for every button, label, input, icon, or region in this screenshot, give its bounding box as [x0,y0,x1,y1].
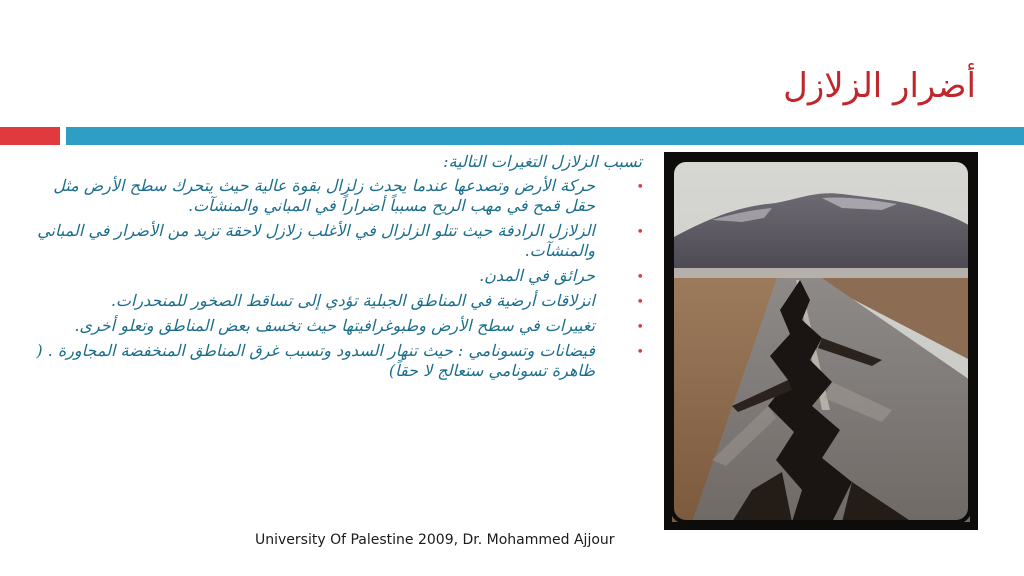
cracked-road-photo [672,160,970,522]
title-divider-red [0,127,60,145]
bullet-icon: • [636,320,644,335]
bullet-list [20,176,650,381]
bullet-icon: • [636,345,644,360]
list-item [20,341,650,381]
bullet-text: فيضانات وتسونامي : حيث تنهار السدود وتسبب غرق المناطق المنخفضة المجاورة . ( ظاهرة تسونامي ستعالج لا حقاً) [36,341,595,380]
bullet-icon: • [636,225,644,240]
slide-title: أضرار الزلازل [783,66,976,106]
list-item [20,176,650,216]
list-item [20,266,650,286]
bullet-text: حرائق في المدن. [479,266,595,285]
bullet-text: الزلازل الرادفة حيث تتلو الزلزال في الأغلب زلازل لاحقة تزيد من الأضرار في المباني والمنشآت. [37,221,595,260]
footer-credit: University Of Palestine 2009, Dr. Mohammed Ajjour [255,532,615,548]
earthquake-photo-frame [664,152,978,530]
intro-text: تسبب الزلازل التغيرات التالية: [443,152,642,171]
bullet-icon: • [636,180,644,195]
bullet-text: انزلاقات أرضية في المناطق الجبلية تؤدي إلى تساقط الصخور للمنحدرات. [110,291,595,310]
bullet-text: حركة الأرض وتصدعها عندما يحدث زلزال بقوة عالية حيث يتحرك سطح الأرض مثل حقل قمح في مهب الريح مسبباً أضراراً في المباني والمنشآت. [53,176,595,215]
list-item [20,221,650,261]
list-item [20,291,650,311]
bullet-icon: • [636,270,644,285]
title-divider-teal [66,127,1024,145]
bullet-text: تغييرات في سطح الأرض وطبوغرافيتها حيث تخسف بعض المناطق وتعلو أخرى. [74,316,595,335]
slide-body [20,152,650,386]
bullet-icon: • [636,295,644,310]
list-item [20,316,650,336]
